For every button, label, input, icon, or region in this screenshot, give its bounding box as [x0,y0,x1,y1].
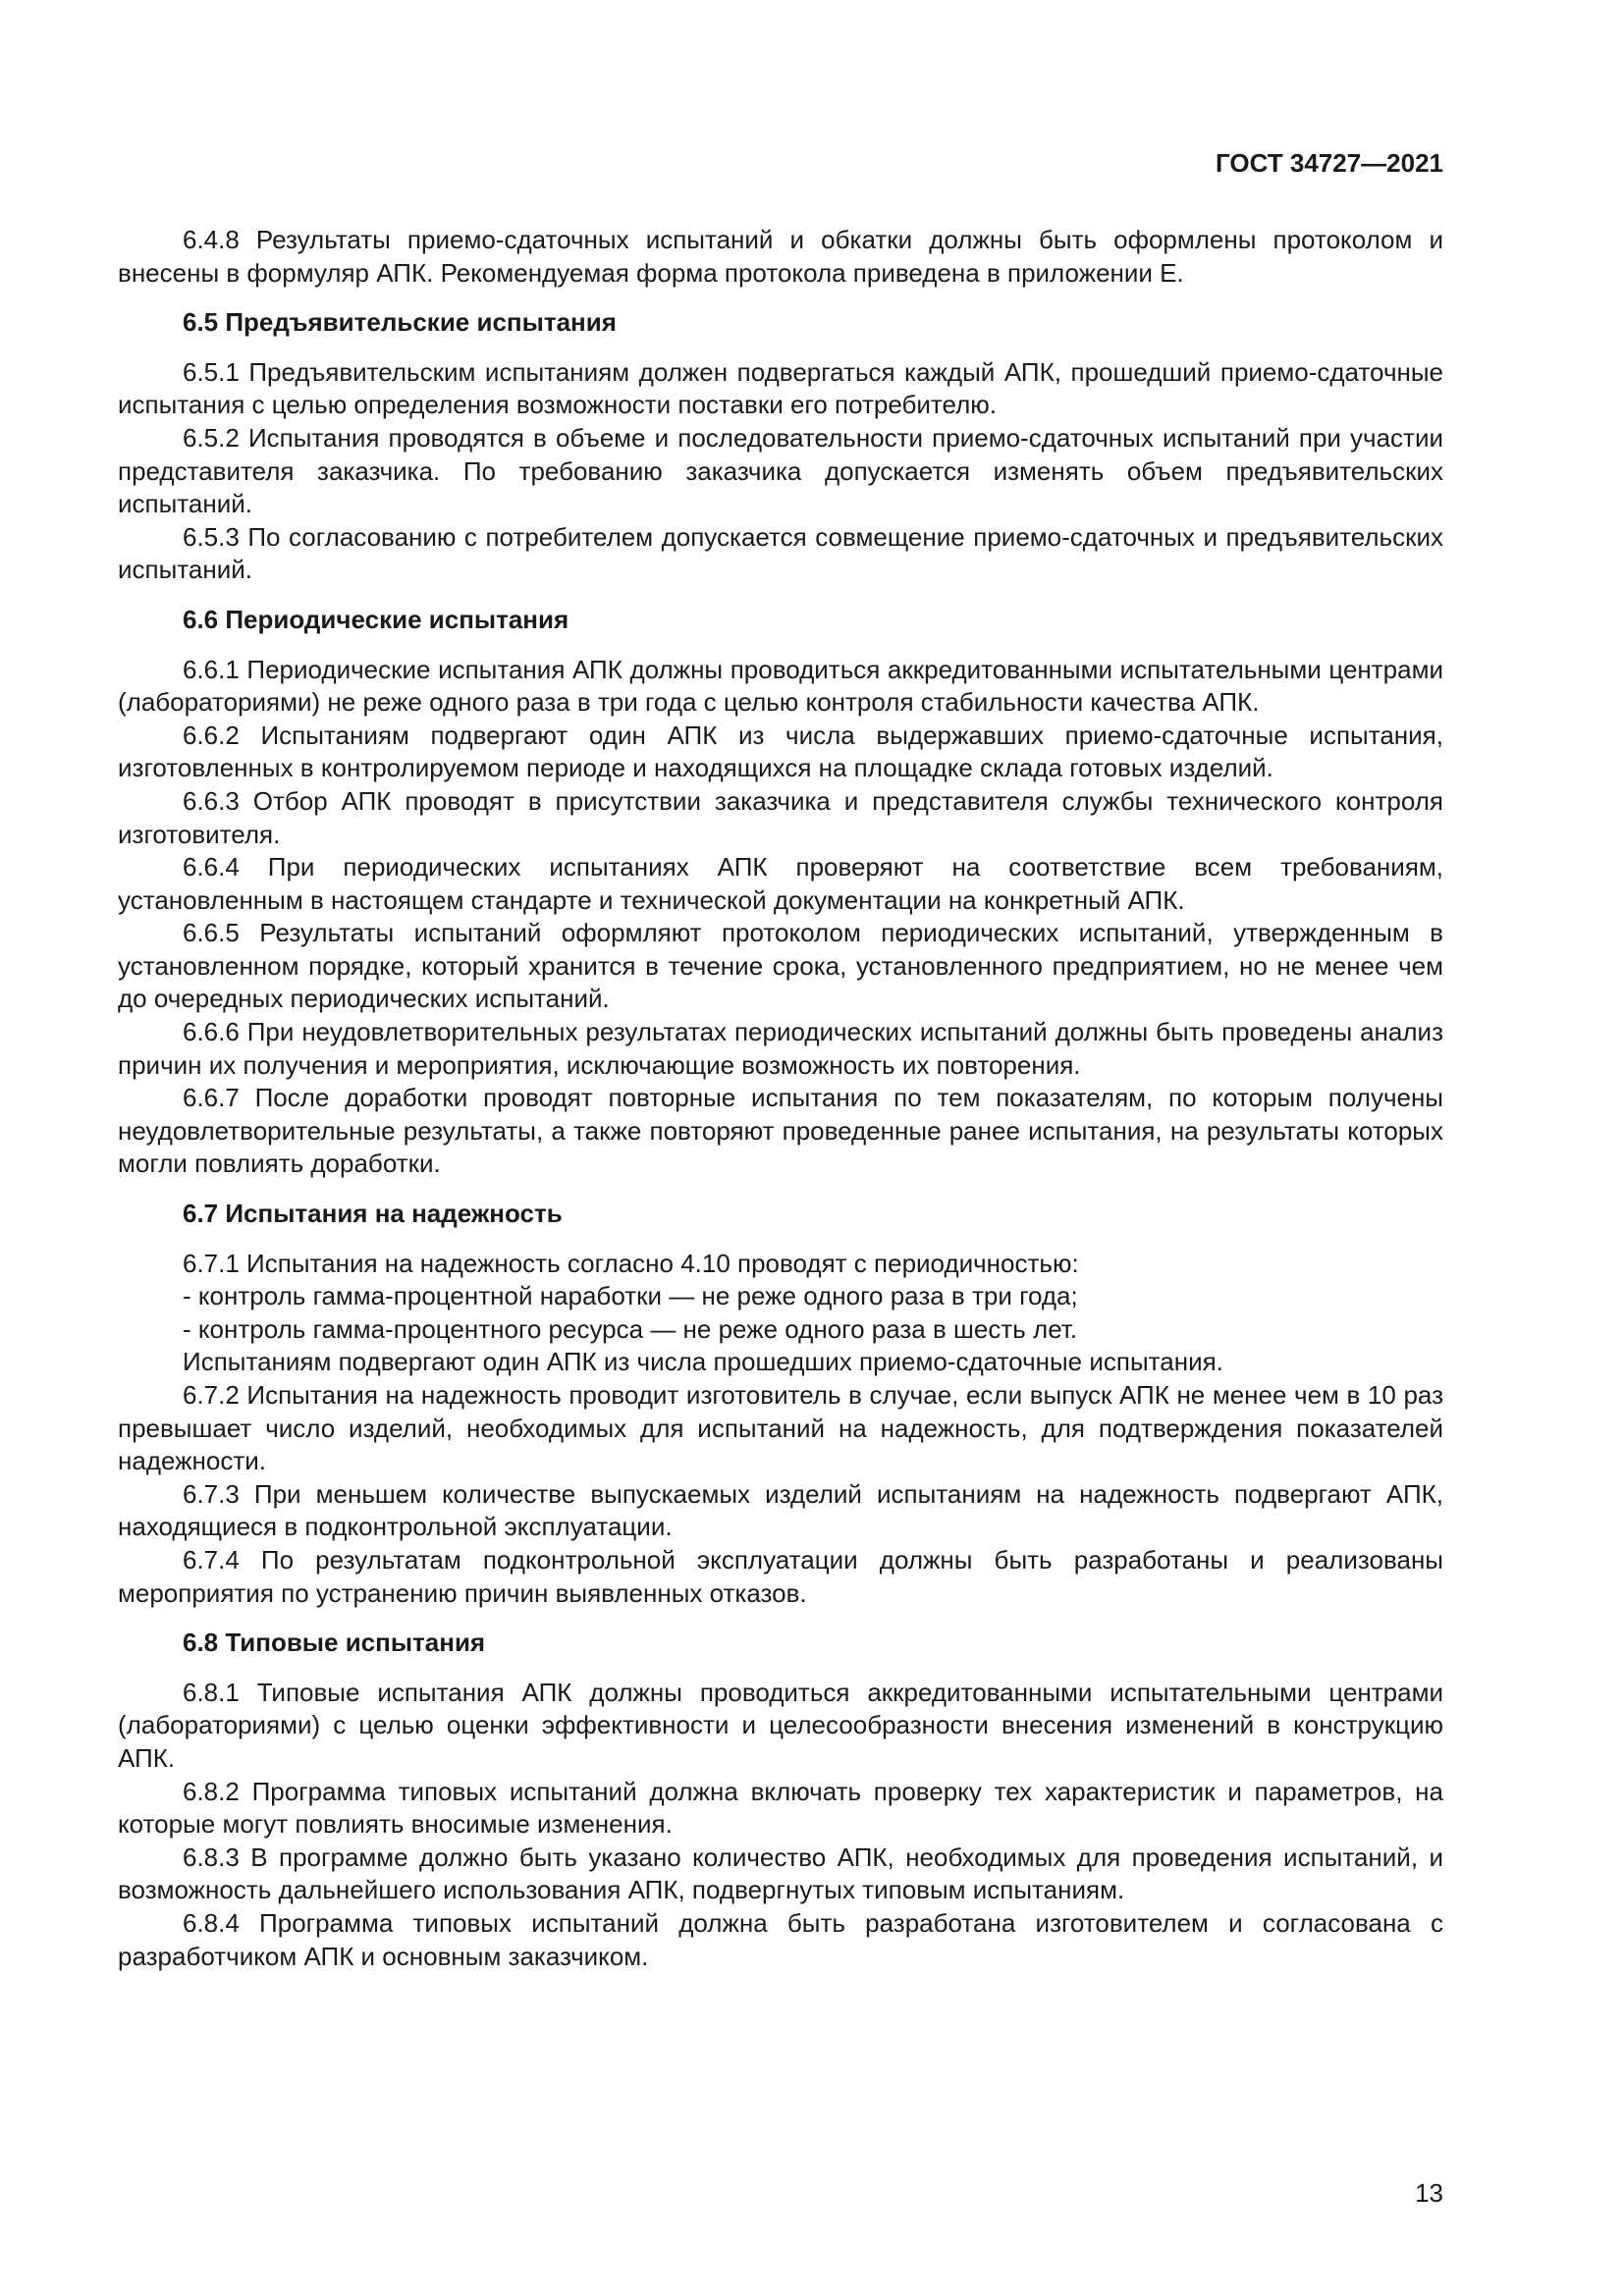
document-body [118,224,1443,1973]
section-heading-6-8: 6.8 Типовые испытания [183,1628,486,1658]
paragraph-6-7-1-note: Испытаниям подвергают один АПК из числа прошедших приемо-сдаточные испытания. [183,1347,1223,1377]
paragraph-6-7-2: 6.7.2 Испытания на надежность проводит изготовитель в случае, если выпуск АПК не менее чем в 10 раз превышает число изделий, необходимых для испытаний на надежность, для подтверждения показателей надежности. [118,1380,1443,1476]
paragraph-6-6-7: 6.6.7 После доработки проводят повторные испытания по тем показателям, по которым получены неудовлетворительные результаты, а также повторяют проведенные ранее испытания, на результаты которых могли повлиять доработки. [118,1083,1443,1179]
paragraph-6-6-1: 6.6.1 Периодические испытания АПК должны проводиться аккредитованными испытательными центрами (лабораториями) не реже одного раза в три года с целью контроля стабильности качества АПК. [118,654,1443,718]
paragraph-6-6-2: 6.6.2 Испытаниям подвергают один АПК из числа выдержавших приемо-сдаточные испытания, изготовленных в контролируемом периоде и находящихся на площадке склада готовых изделий. [118,720,1443,783]
section-heading-6-6: 6.6 Периодические испытания [183,604,569,634]
paragraph-6-7-4: 6.7.4 По результатам подконтрольной эксплуатации должны быть разработаны и реализованы мероприятия по устранению причин выявленных отказов. [118,1544,1443,1608]
paragraph-6-8-2: 6.8.2 Программа типовых испытаний должна включать проверку тех характеристик и параметров, на которые могут повлиять вносимые изменения. [118,1776,1443,1840]
paragraph-6-4-8: 6.4.8 Результаты приемо-сдаточных испытаний и обкатки должны быть оформлены протоколом и внесены в формуляр АПК. Рекомендуемая форма протокола приведена в приложении Е. [118,225,1443,288]
paragraph-6-6-3: 6.6.3 Отбор АПК проводят в присутствии заказчика и представителя службы технического контроля изготовителя. [118,785,1443,849]
document-header: ГОСТ 34727—2021 [1216,148,1443,178]
paragraph-6-6-5: 6.6.5 Результаты испытаний оформляют протоколом периодических испытаний, утвержденным в установленном порядке, который хранится в течение срока, установленного предприятием, но не менее чем до очередных периодических испытаний. [118,918,1443,1014]
paragraph-6-5-1: 6.5.1 Предъявительским испытаниям должен подвергаться каждый АПК, прошедший приемо-сдаточные испытания с целью определения возможности поставки его потребителю. [118,356,1443,420]
paragraph-6-8-3: 6.8.3 В программе должно быть указано количество АПК, необходимых для проведения испытаний, и возможность дальнейшего использования АПК, подвергнутых типовым испытаниям. [118,1842,1443,1905]
paragraph-6-8-1: 6.8.1 Типовые испытания АПК должны проводиться аккредитованными испытательными центрами (лабораториями) с целью оценки эффективности и целесообразности внесения изменений в конструкцию АПК. [118,1677,1443,1773]
paragraph-6-7-3: 6.7.3 При меньшем количестве выпускаемых изделий испытаниям на надежность подвергают АПК, находящиеся в подконтрольной эксплуатации. [118,1478,1443,1542]
section-heading-6-5: 6.5 Предъявительские испытания [183,307,617,338]
page-number: 13 [1415,2178,1443,2208]
list-item-6-7-1-a: - контроль гамма-процентной наработки — не реже одного раза в три года; [183,1281,1078,1311]
section-heading-6-7: 6.7 Испытания на надежность [183,1199,563,1229]
paragraph-6-6-4: 6.6.4 При периодических испытаниях АПК проверяют на соответствие всем требованиям, установленным в настоящем стандарте и технической документации на конкретный АПК. [118,852,1443,915]
paragraph-6-5-3: 6.5.3 По согласованию с потребителем допускается совмещение приемо-сдаточных и предъявительских испытаний. [118,521,1443,585]
paragraph-6-6-6: 6.6.6 При неудовлетворительных результатах периодических испытаний должны быть проведены анализ причин их получения и мероприятия, исключающие возможность их повторения. [118,1017,1443,1080]
paragraph-6-5-2: 6.5.2 Испытания проводятся в объеме и последовательности приемо-сдаточных испытаний при участии представителя заказчика. По требованию заказчика допускается изменять объем предъявительских испытаний. [118,422,1443,519]
paragraph-6-7-1: 6.7.1 Испытания на надежность согласно 4.10 проводят с периодичностью: [183,1248,1079,1278]
paragraph-6-8-4: 6.8.4 Программа типовых испытаний должна быть разработана изготовителем и согласована с разработчиком АПК и основным заказчиком. [118,1907,1443,1971]
list-item-6-7-1-b: - контроль гамма-процентного ресурса — не реже одного раза в шесть лет. [183,1313,1078,1344]
